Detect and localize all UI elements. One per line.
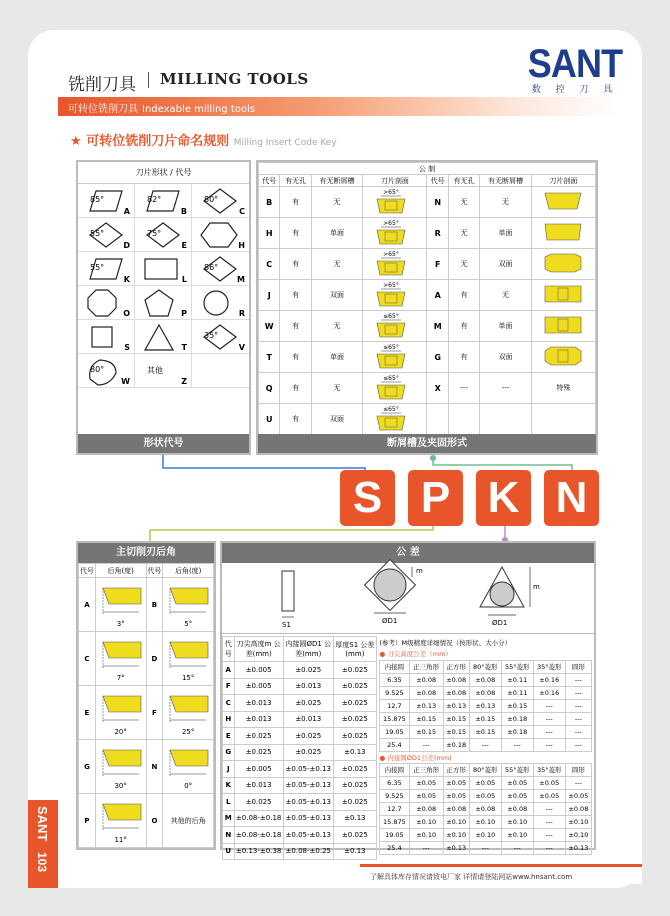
shape-angle: 86° <box>204 263 219 272</box>
header-cn: 铣削刀具 <box>68 75 136 95</box>
shape-angle: 82° <box>147 195 162 204</box>
insert-section-icon <box>363 249 427 280</box>
insert-section-icon <box>363 342 427 373</box>
groove-title: 公 制 <box>259 163 596 175</box>
svg-text:ØD1: ØD1 <box>382 617 398 625</box>
relief-angle-icon: 0° <box>163 740 214 794</box>
table-row: E ±0.025 ±0.025 ±0.025 <box>223 728 377 745</box>
shape-code: W <box>121 377 130 386</box>
table-row: 25.4 --- ±0.18 --- --- --- --- <box>380 738 592 751</box>
insert-section-icon <box>531 280 595 311</box>
code-letter-n: N <box>544 470 599 526</box>
table-row: 25.4 --- ±0.13 --- --- --- ±0.13 <box>380 841 592 854</box>
groove-col-header: 刀片剖面 <box>363 175 427 187</box>
shape-cell <box>135 286 192 320</box>
table-row: E 20° F 25° <box>79 686 214 740</box>
shape-cell <box>192 320 249 354</box>
shape-angle: 75° <box>147 229 162 238</box>
code-letter-p: P <box>408 470 463 526</box>
svg-text:>65°: >65° <box>383 251 399 258</box>
shape-code: B <box>180 207 187 216</box>
relief-angle-icon: 20° <box>95 686 146 740</box>
insert-section-icon <box>363 404 427 435</box>
relief-angle-icon: 5° <box>163 578 214 632</box>
groove-col-header: 有无孔 <box>448 175 479 187</box>
table-row: A 3° B 5° <box>79 578 214 632</box>
shape-angle: 55° <box>90 229 105 238</box>
insert-section-icon <box>531 311 595 342</box>
insert-section-icon <box>531 404 595 435</box>
table-row: U 有 双面 ≤65° <box>259 404 596 435</box>
table-row: C 7° D 15° <box>79 632 214 686</box>
relief-angle-icon: 11° <box>95 794 146 848</box>
shape-angle: 55° <box>90 263 105 272</box>
shape-cell <box>135 320 192 354</box>
groove-panel <box>256 160 598 455</box>
insert-section-icon <box>531 187 595 218</box>
shape-cell <box>135 252 192 286</box>
groove-col-header: 有无断屑槽 <box>480 175 531 187</box>
groove-col-header: 代号 <box>427 175 448 187</box>
shape-code: M <box>237 275 245 284</box>
shape-cell <box>192 218 249 252</box>
shape-cell <box>78 184 135 218</box>
shape-cell <box>78 320 135 354</box>
relief-title: 主切削刃后角 <box>78 543 214 563</box>
insert-section-icon <box>531 218 595 249</box>
groove-col-header: 有无孔 <box>280 175 311 187</box>
svg-text:>65°: >65° <box>383 220 399 227</box>
shape-code: V <box>238 343 245 352</box>
code-letter-k: K <box>476 470 531 526</box>
shape-cell <box>192 286 249 320</box>
table-row: 15.875 ±0.15 ±0.15 ±0.15 ±0.18 --- --- <box>380 712 592 725</box>
table-row: 12.7 ±0.13 ±0.13 ±0.13 ±0.15 --- --- <box>380 699 592 712</box>
svg-text:≤65°: ≤65° <box>383 406 399 413</box>
svg-text:ØD1: ØD1 <box>492 619 508 627</box>
header-en: MILLING TOOLS <box>160 70 309 88</box>
relief-angle-icon: 其他的后角 <box>163 794 214 848</box>
section-title: ★ 可转位铣削刀片命名规则 Milling Insert Code Key <box>70 134 337 149</box>
insert-section-icon <box>531 249 595 280</box>
table-row: 19.05 ±0.10 ±0.10 ±0.10 ±0.10 --- ±0.10 <box>380 828 592 841</box>
relief-angle-icon: 25° <box>163 686 214 740</box>
table-row: G 30° N 0° <box>79 740 214 794</box>
shape-cell <box>192 184 249 218</box>
code-letter-s: S <box>340 470 395 526</box>
side-tab: SANT 103 <box>28 800 58 888</box>
shape-code: A <box>123 207 130 216</box>
relief-table: 代号 后角(度) 代号 后角(度) A 3° B 5° C 7° D 15° E 20° F 25° G 30° N 0° P 11° O 其他的后角 <box>78 563 214 848</box>
relief-panel <box>76 541 216 850</box>
shape-cell <box>78 218 135 252</box>
table-row: K ±0.013 ±0.05-±0.13 ±0.025 <box>223 777 377 794</box>
svg-text:>65°: >65° <box>383 282 399 289</box>
shape-other: 其他 <box>147 366 163 375</box>
shape-angle: 80° <box>90 365 105 374</box>
table-row: T 有 单面 ≤65° G 有 双面 <box>259 342 596 373</box>
shape-code: H <box>238 241 245 250</box>
insert-section-icon <box>363 280 427 311</box>
svg-text:≤65°: ≤65° <box>383 375 399 382</box>
shape-code: K <box>123 275 130 284</box>
relief-angle-icon: 3° <box>95 578 146 632</box>
svg-text:m: m <box>533 583 540 591</box>
shape-cell <box>135 354 192 388</box>
relief-angle-icon: 30° <box>95 740 146 794</box>
shape-header: 刀片形状 / 代号 <box>78 162 249 184</box>
table-row: 15.875 ±0.10 ±0.10 ±0.10 ±0.10 --- ±0.10 <box>380 815 592 828</box>
header-divider <box>148 72 149 88</box>
tolerance-panel <box>220 541 596 856</box>
table-row: A ±0.005 ±0.025 ±0.025 <box>223 662 377 679</box>
insert-section-icon <box>363 311 427 342</box>
table-row: 12.7 ±0.08 ±0.08 ±0.08 ±0.08 --- ±0.08 <box>380 802 592 815</box>
groove-table <box>258 162 596 435</box>
shape-caption: 形状代号 <box>78 434 249 453</box>
insert-section-icon <box>363 373 427 404</box>
table-row: 6.35 ±0.05 ±0.05 ±0.05 ±0.05 ±0.05 --- <box>380 776 592 789</box>
shape-code-panel <box>76 160 251 455</box>
shape-angle: 35° <box>204 331 219 340</box>
brand-logo: SANT 数 控 刀 具 <box>527 42 623 95</box>
shape-code: E <box>181 241 187 250</box>
shape-code: P <box>181 309 187 318</box>
svg-text:S1: S1 <box>282 621 291 629</box>
tolerance-title: 公 差 <box>222 543 594 563</box>
table-row: J ±0.005 ±0.05-±0.13 ±0.025 <box>223 761 377 778</box>
table-row: C 有 无 >65° F 无 双面 <box>259 249 596 280</box>
table-row: H 有 单面 >65° R 无 单面 <box>259 218 596 249</box>
table-row: P 11° O 其他的后角 <box>79 794 214 848</box>
shape-angle: 80° <box>204 195 219 204</box>
shape-code: D <box>123 241 130 250</box>
insert-section-icon: 特殊 <box>531 373 595 404</box>
table-row: B 有 无 >65° N 无 无 <box>259 187 596 218</box>
table-row: H ±0.013 ±0.013 ±0.025 <box>223 711 377 728</box>
svg-text:m: m <box>416 567 423 575</box>
insert-section-icon <box>363 218 427 249</box>
tolerance-drawings <box>222 563 594 634</box>
shape-angle: 85° <box>90 195 105 204</box>
table-row: U ±0.13-±0.38 ±0.08-±0.25 ±0.13 <box>223 843 377 860</box>
category-band: 可转位铣削刀具 Indexable milling tools <box>58 97 618 116</box>
shape-code: L <box>181 275 187 284</box>
table-row: 6.35 ±0.08 ±0.08 ±0.08 ±0.11 ±0.16 --- <box>380 673 592 686</box>
insert-section-icon <box>531 342 595 373</box>
groove-caption: 断屑槽及夹固形式 <box>258 434 596 453</box>
footer-note: 了解具体库存情况请致电厂家 详情请登陆网站www.hnsant.com <box>360 864 642 884</box>
svg-text:>65°: >65° <box>383 189 399 196</box>
code-letters <box>340 470 600 526</box>
tolerance-diagram-icon <box>222 563 592 633</box>
table-row: N ±0.08-±0.18 ±0.05-±0.13 ±0.025 <box>223 827 377 844</box>
insert-section-icon <box>363 187 427 218</box>
table-row: 9.525 ±0.08 ±0.08 ±0.08 ±0.11 ±0.16 --- <box>380 686 592 699</box>
shape-cell <box>135 218 192 252</box>
shape-cell <box>192 354 249 388</box>
table-row: C ±0.013 ±0.025 ±0.025 <box>223 695 377 712</box>
table-row: Q 有 无 ≤65° X --- --- 特殊 <box>259 373 596 404</box>
relief-angle-icon: 15° <box>163 632 214 686</box>
shape-cell <box>78 354 135 388</box>
m-class-table: (参考）M级精度详细情况（按形状、大小分） ● 刀尖高度公差（mm） 内接圆 正三角形 正方形 80°菱形 55°菱形 35°菱形 圆形 6.35 ±0.08 ±0.08 ±0.08 ±0.11 ±0.16 --- 9.525 ±0.08 ±0.08 ±0.08 ±0.11 ±0.16 --- 12.7 ±0.13 ±0.13 ±0.13 ±0.15 --- --- 15.875 ±0.15 ±0.15 ±0.15 ±0.18 --- --- 19.05 ±0.15 ±0.15 ±0.15 ±0.18 --- --- 25.4 --- ±0.18 --- --- --- --- ● 内接圆ØD1公差(mm) 内接圆 正三角形 正方形 80°菱形 55°菱形 35°菱形 圆形 6.35 ±0.05 ±0.05 ±0.05 ±0.05 ±0.05 --- 9.525 ±0.05 ±0.05 ±0.05 ±0.05 ±0.05 ±0.05 12.7 ±0.08 ±0.08 ±0.08 ±0.08 --- ±0.08 15.875 ±0.10 ±0.10 ±0.10 ±0.10 --- ±0.10 19.05 ±0.10 ±0.10 ±0.10 ±0.10 --- ±0.10 25.4 --- ±0.13 --- --- --- ±0.13 <box>379 636 592 855</box>
shape-cell <box>192 252 249 286</box>
table-row: 19.05 ±0.15 ±0.15 ±0.15 ±0.18 --- --- <box>380 725 592 738</box>
shape-cell <box>78 252 135 286</box>
groove-col-header: 代号 <box>259 175 280 187</box>
shape-code: C <box>239 207 245 216</box>
table-row: J 有 双面 >65° A 有 无 <box>259 280 596 311</box>
groove-col-header: 有无断屑槽 <box>311 175 362 187</box>
tolerance-class-table: 代号 刀尖高度m 公差(mm) 内接圆ØD1 公差(mm) 厚度S1 公差(mm) A ±0.005 ±0.025 ±0.025 F ±0.005 ±0.013 ±0.025 C ±0.013 ±0.025 ±0.025 H ±0.013 ±0.013 ±0.025 E ±0.025 ±0.025 ±0.025 G ±0.025 ±0.025 ±0.13 J ±0.005 ±0.05-±0.13 ±0.025 K ±0.013 ±0.05-±0.13 ±0.025 L ±0.025 ±0.05-±0.13 ±0.025 M ±0.08-±0.18 ±0.05-±0.13 ±0.13 N ±0.08-±0.18 ±0.05-±0.13 ±0.025 U ±0.13-±0.38 ±0.08-±0.25 ±0.13 <box>222 636 377 860</box>
shape-grid <box>78 184 249 388</box>
shape-code: R <box>238 309 245 318</box>
svg-text:≤65°: ≤65° <box>383 313 399 320</box>
shape-code: Z <box>181 377 187 386</box>
shape-cell <box>135 184 192 218</box>
groove-col-header: 刀片剖面 <box>531 175 595 187</box>
shape-cell <box>78 286 135 320</box>
shape-code: T <box>181 343 187 352</box>
shape-code: S <box>124 343 130 352</box>
table-row: L ±0.025 ±0.05-±0.13 ±0.025 <box>223 794 377 811</box>
table-row: F ±0.005 ±0.013 ±0.025 <box>223 678 377 695</box>
shape-code: O <box>123 309 130 318</box>
table-row: 9.525 ±0.05 ±0.05 ±0.05 ±0.05 ±0.05 ±0.05 <box>380 789 592 802</box>
table-row: M ±0.08-±0.18 ±0.05-±0.13 ±0.13 <box>223 810 377 827</box>
table-row: G ±0.025 ±0.025 ±0.13 <box>223 744 377 761</box>
table-row: W 有 无 ≤65° M 有 单面 <box>259 311 596 342</box>
svg-text:≤65°: ≤65° <box>383 344 399 351</box>
relief-angle-icon: 7° <box>95 632 146 686</box>
